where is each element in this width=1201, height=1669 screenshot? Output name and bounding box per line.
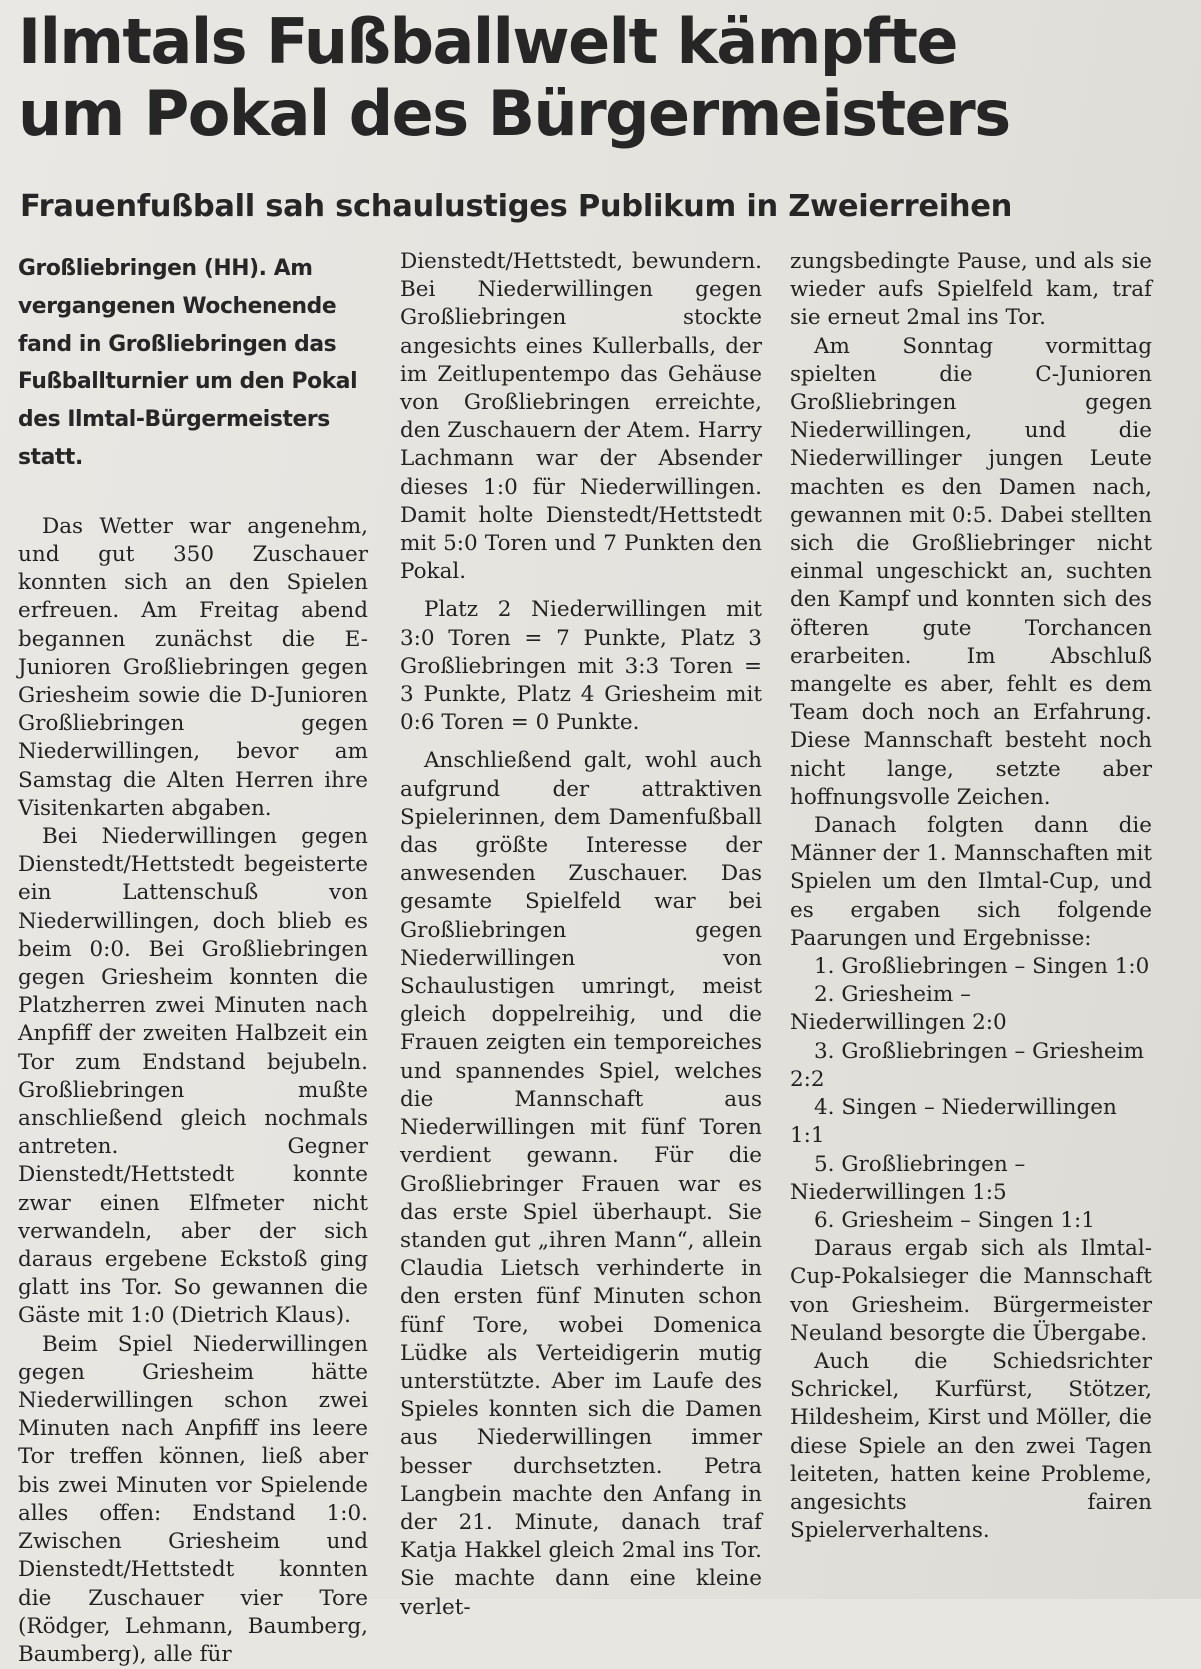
paragraph: Beim Spiel Niederwillingen gegen Griesheim hätte Niederwillingen schon zwei Minuten nach Anpfiff ins leere Tor treffen können, ließ aber bis zwei Minuten vor Spielende alles offen: Endstand 1:0. Zwischen Griesheim und Dienstedt/Hettstedt konnten die Zuschauer vier Tore (Rödger, Lehmann, Baumberg, Baumberg), alle für: [18, 1331, 368, 1667]
subheadline: Frauenfußball sah schaulustiges Publikum in Zweierreihen: [20, 189, 1013, 224]
paragraph: zungsbedingte Pause, und als sie wieder aufs Spielfeld kam, traf sie erneut 2mal ins Tor.: [790, 249, 1152, 331]
paragraph: Anschließend galt, wohl auch aufgrund der attraktiven Spielerinnen, dem Damenfußball das größte Interesse der anwesenden Zuschauer. Das gesamte Spielfeld war bei Großliebringen gegen Niederwillingen von Schaulustigen umringt, meist gleich doppelreihig, und die Frauen zeigten ein temporeiches und spannendes Spiel, welches die Mannschaft aus Niederwillingen mit fünf Toren verdient gewann. Für die Großliebringer Frauen war es das erste Spiel überhaupt. Sie standen gut „ihren Mann“, allein Claudia Lietsch verhinderte in den ersten fünf Minuten schon fünf Tore, wobei Domenica Lüdke als Verteidigerin mutig unterstützte. Aber im Laufe des Spieles konnten sich die Damen aus Niederwillingen immer besser durchsetzten. Petra Langbein machte den Anfang in der 21. Minute, danach traf Katja Hakkel gleich 2mal ins Tor. Sie machte dann eine kleine verlet-: [400, 748, 762, 1620]
result-line: 3. Großliebringen – Griesheim 2:2: [790, 1038, 1145, 1092]
result-line: 6. Griesheim – Singen 1:1: [814, 1207, 1095, 1233]
paragraph: Daraus ergab sich als Ilmtal-Cup-Pokalsieger die Mannschaft von Griesheim. Bürgermeister Neuland besorgte die Übergabe.: [790, 1236, 1152, 1346]
article-lead: Großliebringen (HH). Am vergangenen Wochenende fand in Großliebringen das Fußballturnier um den Pokal des Ilmtal-Bürgermeisters statt.: [18, 256, 358, 470]
headline: [18, 6, 1188, 150]
paragraph: Dienstedt/Hettstedt, bewundern. Bei Niederwillingen gegen Großliebringen stockte angesichts eines Kullerballs, der im Zeitlupentempo das Gehäuse von Großliebringen erreichte, den Zuschauern der Atem. Harry Lachmann war der Absender dieses 1:0 für Niederwillingen. Damit holte Dienstedt/Hettstedt mit 5:0 Toren und 7 Punkten den Pokal.: [400, 249, 762, 585]
paragraph: Danach folgten dann die Männer der 1. Mannschaften mit Spielen um den Ilmtal-Cup, und es ergaben sich folgende Paarungen und Ergebnisse:: [790, 813, 1152, 951]
paragraph: Am Sonntag vormittag spielten die C-Junioren Großliebringen gegen Niederwillingen, und die Niederwillinger jungen Leute machten es den Damen nach, gewannen mit 0:5. Dabei stellten sich die Großliebringer nicht einmal ungeschickt an, suchten den Kampf und konnten sich des öfteren gute Torchancen erarbeiten. Im Abschluß mangelte es aber, fehlt es dem Team doch noch an Erfahrung. Diese Mannschaft besteht noch nicht lange, setzte aber hoffnungsvolle Zeichen.: [790, 333, 1152, 810]
result-line: 1. Großliebringen – Singen 1:0: [814, 954, 1150, 980]
paragraph: Auch die Schiedsrichter Schrickel, Kurfürst, Stötzer, Hildesheim, Kirst und Möller, die diese Spiele an den zwei Tagen leiteten, hatten keine Probleme, angesichts fairen Spielerverhaltens.: [790, 1348, 1152, 1544]
headline-line-2: um Pokal des Bürgermeisters: [18, 77, 1010, 150]
paragraph: Platz 2 Niederwillingen mit 3:0 Toren = 7 Punkte, Platz 3 Großliebringen mit 3:3 Toren = 3 Punkte, Platz 4 Griesheim mit 0:6 Toren = 0 Punkte.: [400, 597, 762, 736]
article-column-1: [18, 250, 368, 1669]
result-line: 4. Singen – Niederwillingen 1:1: [790, 1095, 1117, 1149]
article-column-2: [400, 248, 762, 1622]
paragraph: Das Wetter war angenehm, und gut 350 Zuschauer konnten sich an den Spielen erfreuen. Am Freitag abend begannen zunächst die E-Junioren Großliebringen gegen Griesheim sowie die D-Junioren Großliebringen gegen Niederwillingen, bevor am Samstag die Alten Herren ihre Visitenkarten abgaben.: [18, 513, 368, 821]
result-line: 5. Großliebringen – Niederwillingen 1:5: [790, 1151, 1026, 1205]
result-line: 2. Griesheim – Niederwillingen 2:0: [790, 982, 1007, 1036]
article-column-3: [790, 248, 1152, 1545]
headline-line-1: Ilmtals Fußballwelt kämpfte: [18, 5, 957, 78]
paragraph: Bei Niederwillingen gegen Dienstedt/Hettstedt begeisterte ein Lattenschuß von Niederwillingen, doch blieb es beim 0:0. Bei Großliebringen gegen Griesheim konnten die Platzherren zwei Minuten nach Anpfiff der zweiten Halbzeit ein Tor zum Endstand bejubeln. Großliebringen mußte anschließend gleich nochmals antreten. Gegner Dienstedt/Hettstedt konnte zwar einen Elfmeter nicht verwandeln, aber der sich daraus ergebene Eckstoß ging glatt ins Tor. So gewannen die Gäste mit 1:0 (Dietrich Klaus).: [18, 824, 368, 1329]
